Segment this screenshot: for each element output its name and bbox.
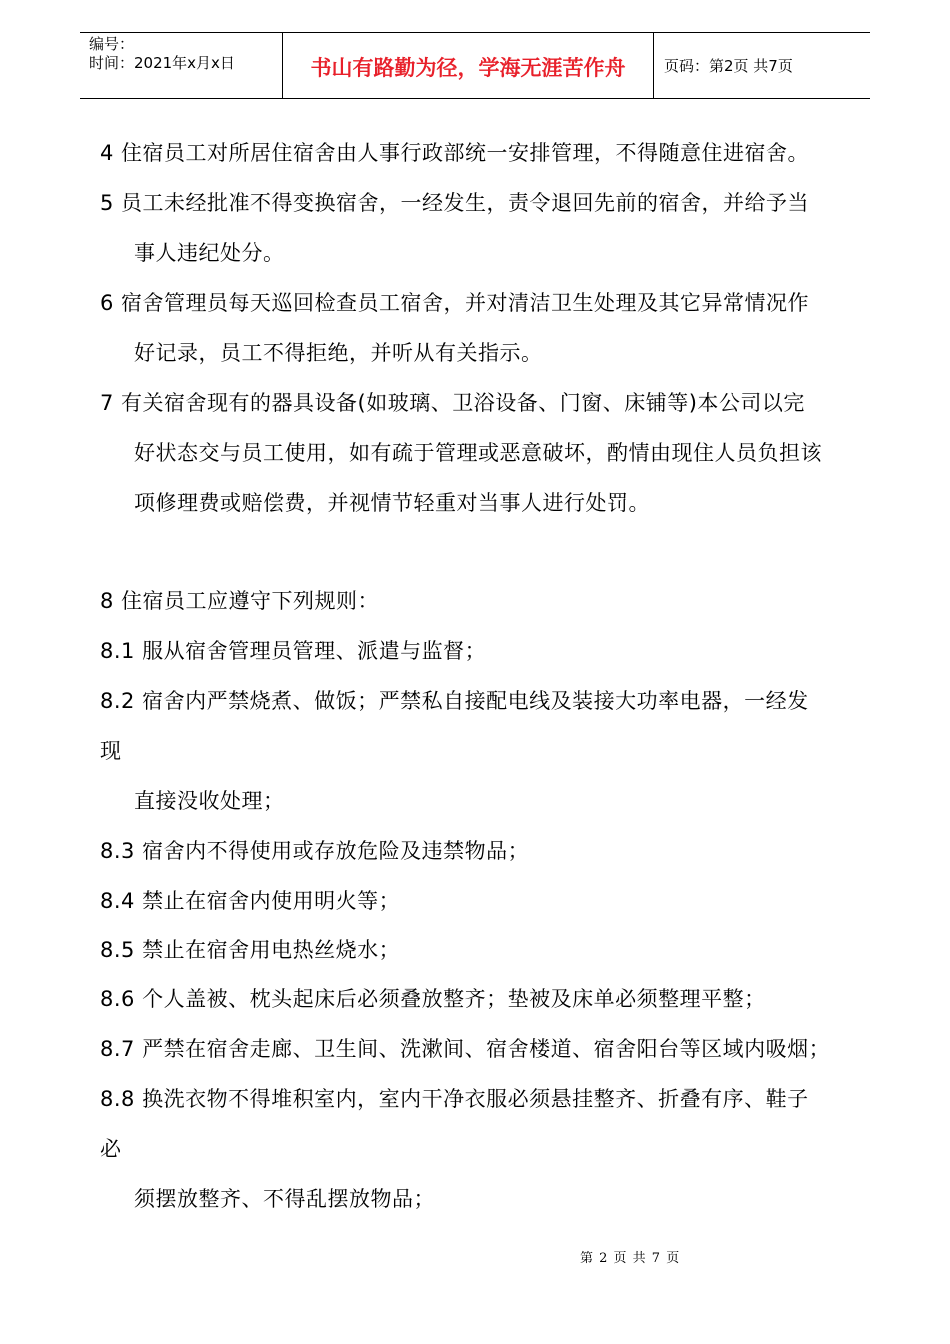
rule-8-6: 8.6 个人盖被、枕头起床后必须叠放整齐；垫被及床单必须整理平整；	[100, 987, 766, 1011]
document-header	[80, 32, 870, 99]
rule-5-line-2: 事人违纪处分。	[134, 241, 285, 265]
rule-7-line-2: 好状态交与员工使用，如有疏于管理或恶意破坏，酌情由现住人员负担该	[134, 441, 822, 465]
rule-7-line-3: 项修理费或赔偿费，并视情节轻重对当事人进行处罚。	[134, 491, 650, 515]
rule-7-line-1: 7 有关宿舍现有的器具设备(如玻璃、卫浴设备、门窗、床铺等)本公司以完	[100, 391, 805, 415]
document-number-label: 编号：	[89, 35, 135, 53]
rule-8-2-line-3: 直接没收处理；	[134, 789, 285, 813]
rule-8-5: 8.5 禁止在宿舍用电热丝烧水；	[100, 938, 401, 962]
rule-6-line-2: 好记录，员工不得拒绝，并听从有关指示。	[134, 341, 543, 365]
rule-5-line-1: 5 员工未经批准不得变换宿舍，一经发生，责令退回先前的宿舍，并给予当	[100, 191, 810, 215]
rule-8-8-line-2: 必	[100, 1137, 122, 1161]
rule-8-heading: 8 住宿员工应遵守下列规则：	[100, 589, 380, 613]
rule-8-8-line-3: 须摆放整齐、不得乱摆放物品；	[134, 1187, 435, 1211]
rule-8-7: 8.7 严禁在宿舍走廊、卫生间、洗漱间、宿舍楼道、宿舍阳台等区域内吸烟；	[100, 1037, 831, 1061]
header-motto: 书山有路勤为径，学海无涯苦作舟	[282, 33, 654, 98]
rule-8-2-line-2: 现	[100, 739, 122, 763]
document-time-label: 时间：2021年x月x日	[89, 54, 235, 72]
rule-8-8-line-1: 8.8 换洗衣物不得堆积室内，室内干净衣服必须悬挂整齐、折叠有序、鞋子	[100, 1087, 809, 1111]
rule-8-2-line-1: 8.2 宿舍内严禁烧煮、做饭；严禁私自接配电线及装接大功率电器，一经发	[100, 689, 809, 713]
rule-8-3: 8.3 宿舍内不得使用或存放危险及违禁物品；	[100, 839, 530, 863]
rule-4-line-1: 4 住宿员工对所居住宿舍由人事行政部统一安排管理，不得随意住进宿舍。	[100, 141, 810, 165]
header-meta	[80, 33, 282, 98]
rule-6-line-1: 6 宿舍管理员每天巡回检查员工宿舍，并对清洁卫生处理及其它异常情况作	[100, 291, 810, 315]
rule-8-1: 8.1 服从宿舍管理员管理、派遣与监督；	[100, 639, 487, 663]
page-footer: 第 2 页 共 7 页	[580, 1251, 681, 1266]
header-page-info: 页码：第2页 共7页	[664, 57, 793, 75]
rule-8-4: 8.4 禁止在宿舍内使用明火等；	[100, 889, 401, 913]
